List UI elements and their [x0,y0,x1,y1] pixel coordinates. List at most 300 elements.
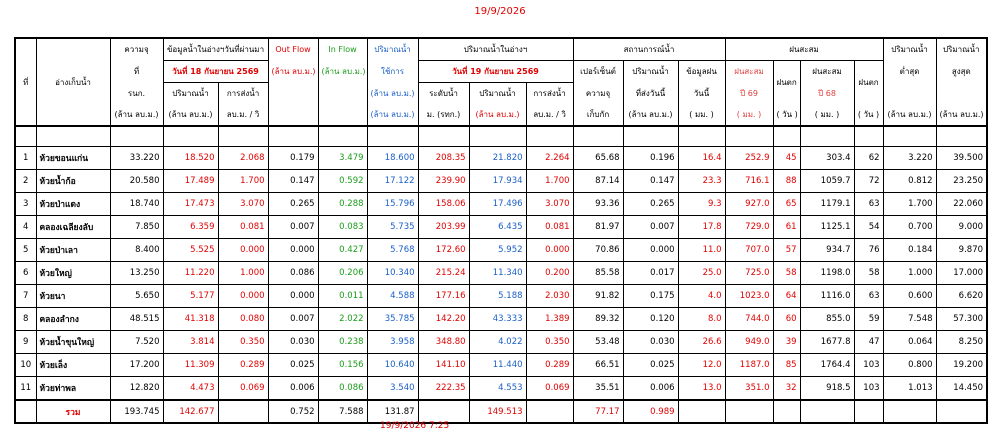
header-rain-today-unit: ( มม. ) [678,104,725,126]
prev-volume-cell: 4.473 [163,377,218,401]
water-level-cell: 177.16 [418,285,469,308]
row-number-cell: 5 [15,239,36,262]
header-outflow: Out Flow [268,38,318,61]
current-release-cell: 0.000 [526,239,573,262]
capacity-cell: 20.580 [110,170,163,193]
header-max-1: ปริมาณน้ำ [936,38,987,61]
prev-volume-cell: 5.525 [163,239,218,262]
water-level-cell: 158.06 [418,193,469,216]
header-usable-1: ปริมาณน้ำ [367,38,418,61]
usable-cell: 10.640 [367,354,418,377]
capacity-cell: 17.200 [110,354,163,377]
header-days68: ฝนตก [854,61,883,105]
rain-69-cell: 351.0 [725,377,773,401]
header-rain-today-1: ข้อมูลฝน [678,61,725,83]
inflow-cell: 0.427 [318,239,367,262]
header-max-unit: (ล้าน ลบ.ม.) [936,104,987,126]
usable-cell: 10.340 [367,262,418,285]
released-today-cell: 0.025 [623,354,678,377]
table-row [15,170,987,193]
rain-today-cell: 4.0 [678,285,725,308]
header-cur-release-unit: ลบ.ม. / วิ [526,104,573,126]
capacity-cell: 7.520 [110,331,163,354]
spacer-row [15,126,987,147]
header-prev-date: วันที่ 18 กันยายน 2569 [163,61,268,83]
rain-today-cell: 8.0 [678,308,725,331]
water-level-cell: 142.20 [418,308,469,331]
water-level-cell: 215.24 [418,262,469,285]
reservoir-name-cell: คลองลำกง [36,308,110,331]
header-outflow-unit: (ล้าน ลบ.ม.) [268,61,318,83]
min-volume-cell: 0.064 [883,331,936,354]
header-rain68-unit: ( มม. ) [800,104,854,126]
inflow-cell: 3.479 [318,147,367,170]
current-volume-cell: 5.188 [469,285,526,308]
row-number-cell: 3 [15,193,36,216]
percent-cell: 53.48 [573,331,623,354]
capacity-cell: 5.650 [110,285,163,308]
percent-cell: 70.86 [573,239,623,262]
header-current-group: ปริมาณน้ำในอ่างฯ [418,38,573,61]
usable-cell: 15.796 [367,193,418,216]
prev-volume-cell: 11.309 [163,354,218,377]
min-volume-cell: 7.548 [883,308,936,331]
header-capacity-unit: (ล้าน ลบ.ม.) [110,104,163,126]
total-released: 0.989 [623,400,678,423]
outflow-cell: 0.086 [268,262,318,285]
row-number-cell: 1 [15,147,36,170]
header-days69-unit: ( วัน ) [773,104,800,126]
percent-cell: 35.51 [573,377,623,401]
header-prev-group: ข้อมูลน้ำในอ่างฯวันที่ผ่านมา [163,38,268,61]
inflow-cell: 0.288 [318,193,367,216]
rain-days-68-cell: 103 [854,354,883,377]
rain-69-cell: 744.0 [725,308,773,331]
rain-68-cell: 855.0 [800,308,854,331]
header-prev-volume-unit: (ล้าน ลบ.ม.) [163,104,218,126]
rain-days-68-cell: 72 [854,170,883,193]
prev-volume-cell: 11.220 [163,262,218,285]
total-outflow: 0.752 [268,400,318,423]
prev-release-cell: 3.070 [218,193,268,216]
prev-volume-cell: 18.520 [163,147,218,170]
total-percent: 77.17 [573,400,623,423]
rain-69-cell: 252.9 [725,147,773,170]
header-min-1: ปริมาณน้ำ [883,38,936,61]
max-volume-cell: 23.250 [936,170,987,193]
header-rain68-1: ฝนสะสม [800,61,854,83]
current-volume-cell: 43.333 [469,308,526,331]
rain-68-cell: 1677.8 [800,331,854,354]
table-row [15,216,987,239]
header-current-date: วันที่ 19 กันยายน 2569 [418,61,573,83]
header-rain-group: ฝนสะสม [725,38,883,61]
rain-69-cell: 725.0 [725,262,773,285]
header-cur-release: การส่งน้ำ [526,83,573,105]
rain-today-cell: 26.6 [678,331,725,354]
released-today-cell: 0.147 [623,170,678,193]
max-volume-cell: 14.450 [936,377,987,401]
usable-cell: 5.768 [367,239,418,262]
header-percent-3: เก็บกัก [573,104,623,126]
current-release-cell: 0.069 [526,377,573,401]
rain-today-cell: 25.0 [678,262,725,285]
outflow-cell: 0.025 [268,354,318,377]
capacity-cell: 12.820 [110,377,163,401]
table-row [15,285,987,308]
outflow-cell: 0.179 [268,147,318,170]
footer-timestamp: 19/9/2026 7:25 [380,421,450,431]
rain-days-69-cell: 88 [773,170,800,193]
header-rain-today-2: วันนี้ [678,83,725,105]
current-volume-cell: 4.022 [469,331,526,354]
inflow-cell: 2.022 [318,308,367,331]
rain-days-68-cell: 62 [854,147,883,170]
rain-69-cell: 1187.0 [725,354,773,377]
max-volume-cell: 57.300 [936,308,987,331]
rain-69-cell: 1023.0 [725,285,773,308]
header-min-unit: (ล้าน ลบ.ม.) [883,104,936,126]
reservoir-name-cell: ห้วยนา [36,285,110,308]
total-prev-volume: 142.677 [163,400,218,423]
rain-days-69-cell: 57 [773,239,800,262]
table-row [15,377,987,401]
rain-days-68-cell: 76 [854,239,883,262]
header-prev-release: การส่งน้ำ [218,83,268,105]
reservoir-name-cell: ห้วยท่าพล [36,377,110,401]
reservoir-name-cell: ห้วยน้ำขุนใหญ่ [36,331,110,354]
min-volume-cell: 0.600 [883,285,936,308]
header-rain69-unit: ( มม. ) [725,104,773,126]
min-volume-cell: 3.220 [883,147,936,170]
outflow-cell: 0.265 [268,193,318,216]
prev-release-cell: 0.350 [218,331,268,354]
table-row [15,262,987,285]
reservoir-name-cell: คลองเฉลียงลับ [36,216,110,239]
prev-release-cell: 0.080 [218,308,268,331]
inflow-cell: 0.083 [318,216,367,239]
capacity-cell: 8.400 [110,239,163,262]
prev-volume-cell: 5.177 [163,285,218,308]
released-today-cell: 0.030 [623,331,678,354]
max-volume-cell: 19.200 [936,354,987,377]
outflow-cell: 0.000 [268,285,318,308]
header-inflow-unit: (ล้าน ลบ.ม.) [318,61,367,83]
header-level: ระดับน้ำ [418,83,469,105]
report-date: 19/9/2026 [474,6,526,17]
inflow-cell: 0.156 [318,354,367,377]
row-number-cell: 2 [15,170,36,193]
capacity-cell: 18.740 [110,193,163,216]
water-level-cell: 208.35 [418,147,469,170]
released-today-cell: 0.175 [623,285,678,308]
row-number-cell: 9 [15,331,36,354]
min-volume-cell: 0.184 [883,239,936,262]
total-label: รวม [36,400,110,423]
prev-volume-cell: 17.473 [163,193,218,216]
inflow-cell: 0.011 [318,285,367,308]
percent-cell: 85.58 [573,262,623,285]
prev-volume-cell: 41.318 [163,308,218,331]
current-volume-cell: 11.440 [469,354,526,377]
header-rain69-2: ปี 69 [725,83,773,105]
rain-days-69-cell: 45 [773,147,800,170]
rain-69-cell: 949.0 [725,331,773,354]
header-usable-3: (ล้าน ลบ.ม.) [367,83,418,105]
released-today-cell: 0.017 [623,262,678,285]
header-released-1: ปริมาณน้ำ [623,61,678,83]
total-capacity: 193.745 [110,400,163,423]
max-volume-cell: 9.000 [936,216,987,239]
row-number-cell: 10 [15,354,36,377]
rain-68-cell: 1059.7 [800,170,854,193]
rain-days-69-cell: 39 [773,331,800,354]
water-level-cell: 141.10 [418,354,469,377]
prev-release-cell: 0.000 [218,239,268,262]
header-capacity-1: ความจุ [110,38,163,61]
header-cur-volume: ปริมาณน้ำ [469,83,526,105]
rain-68-cell: 1764.4 [800,354,854,377]
total-row [15,400,987,423]
reservoir-name-cell: ห้วยใหญ่ [36,262,110,285]
current-volume-cell: 4.553 [469,377,526,401]
max-volume-cell: 39.500 [936,147,987,170]
header-level-unit: ม. (รทก.) [418,104,469,126]
usable-cell: 5.735 [367,216,418,239]
rain-69-cell: 716.1 [725,170,773,193]
usable-cell: 3.540 [367,377,418,401]
rain-days-68-cell: 63 [854,285,883,308]
water-level-cell: 222.35 [418,377,469,401]
water-level-cell: 172.60 [418,239,469,262]
max-volume-cell: 22.060 [936,193,987,216]
capacity-cell: 7.850 [110,216,163,239]
header-no: ที่ [15,38,36,126]
percent-cell: 66.51 [573,354,623,377]
usable-cell: 17.122 [367,170,418,193]
prev-release-cell: 0.000 [218,285,268,308]
min-volume-cell: 1.000 [883,262,936,285]
total-usable: 131.87 [367,400,418,423]
header-cur-volume-unit: (ล้าน ลบ.ม.) [469,104,526,126]
current-volume-cell: 11.340 [469,262,526,285]
row-number-cell: 4 [15,216,36,239]
released-today-cell: 0.120 [623,308,678,331]
outflow-cell: 0.007 [268,308,318,331]
released-today-cell: 0.000 [623,239,678,262]
header-reservoir: อ่างเก็บน้ำ [36,38,110,126]
released-today-cell: 0.006 [623,377,678,401]
percent-cell: 65.68 [573,147,623,170]
current-volume-cell: 21.820 [469,147,526,170]
rain-days-69-cell: 64 [773,285,800,308]
current-release-cell: 2.264 [526,147,573,170]
reservoir-name-cell: ห้วยเล็ง [36,354,110,377]
reservoir-name-cell: ห้วยป่าเลา [36,239,110,262]
current-volume-cell: 17.496 [469,193,526,216]
rain-68-cell: 1116.0 [800,285,854,308]
rain-68-cell: 934.7 [800,239,854,262]
reservoir-name-cell: ห้วยน้ำก้อ [36,170,110,193]
usable-cell: 4.588 [367,285,418,308]
water-level-cell: 239.90 [418,170,469,193]
rain-days-68-cell: 63 [854,193,883,216]
header-prev-release-unit: ลบ.ม. / วิ [218,104,268,126]
prev-release-cell: 0.081 [218,216,268,239]
header-min-2: ต่ำสุด [883,61,936,83]
header-capacity-3: รนก. [110,83,163,105]
prev-release-cell: 2.068 [218,147,268,170]
max-volume-cell: 8.250 [936,331,987,354]
header-rain69-1: ฝนสะสม [725,61,773,83]
usable-cell: 18.600 [367,147,418,170]
min-volume-cell: 1.013 [883,377,936,401]
reservoir-name-cell: ห้วยป่าแดง [36,193,110,216]
table-row [15,239,987,262]
table-row [15,193,987,216]
header-max-2: สูงสุด [936,61,987,83]
row-number-cell: 11 [15,377,36,401]
prev-volume-cell: 17.489 [163,170,218,193]
inflow-cell: 0.206 [318,262,367,285]
water-level-cell: 203.99 [418,216,469,239]
released-today-cell: 0.196 [623,147,678,170]
capacity-cell: 13.250 [110,262,163,285]
rain-today-cell: 11.0 [678,239,725,262]
current-release-cell: 2.030 [526,285,573,308]
rain-68-cell: 1179.1 [800,193,854,216]
outflow-cell: 0.030 [268,331,318,354]
header-prev-volume: ปริมาณน้ำ [163,83,218,105]
rain-68-cell: 918.5 [800,377,854,401]
prev-release-cell: 0.289 [218,354,268,377]
min-volume-cell: 0.800 [883,354,936,377]
rain-68-cell: 303.4 [800,147,854,170]
header-inflow: In Flow [318,38,367,61]
header-rain68-2: ปี 68 [800,83,854,105]
reservoir-name-cell: ห้วยขอนแก่น [36,147,110,170]
row-number-cell: 8 [15,308,36,331]
current-volume-cell: 6.435 [469,216,526,239]
current-release-cell: 0.200 [526,262,573,285]
rain-days-69-cell: 61 [773,216,800,239]
rain-days-68-cell: 47 [854,331,883,354]
table-row [15,147,987,170]
reservoir-table [14,37,988,424]
outflow-cell: 0.000 [268,239,318,262]
header-percent-1: เปอร์เซ็นต์ [573,61,623,83]
outflow-cell: 0.007 [268,216,318,239]
usable-cell: 3.958 [367,331,418,354]
table-row [15,308,987,331]
total-cur-volume: 149.513 [469,400,526,423]
rain-days-69-cell: 85 [773,354,800,377]
capacity-cell: 33.220 [110,147,163,170]
header-days68-unit: ( วัน ) [854,104,883,126]
water-level-cell: 348.80 [418,331,469,354]
header-capacity-2: ที่ [110,61,163,83]
total-inflow: 7.588 [318,400,367,423]
inflow-cell: 0.238 [318,331,367,354]
rain-68-cell: 1198.0 [800,262,854,285]
min-volume-cell: 0.700 [883,216,936,239]
inflow-cell: 0.592 [318,170,367,193]
percent-cell: 89.32 [573,308,623,331]
rain-69-cell: 927.0 [725,193,773,216]
released-today-cell: 0.265 [623,193,678,216]
table-row [15,331,987,354]
current-release-cell: 1.389 [526,308,573,331]
header-status-group: สถานการณ์น้ำ [573,38,725,61]
capacity-cell: 48.515 [110,308,163,331]
prev-release-cell: 1.000 [218,262,268,285]
rain-days-68-cell: 59 [854,308,883,331]
rain-today-cell: 23.3 [678,170,725,193]
prev-volume-cell: 3.814 [163,331,218,354]
header-released-unit: (ล้าน ลบ.ม.) [623,104,678,126]
rain-days-69-cell: 32 [773,377,800,401]
rain-today-cell: 12.0 [678,354,725,377]
rain-today-cell: 13.0 [678,377,725,401]
current-volume-cell: 5.952 [469,239,526,262]
rain-68-cell: 1125.1 [800,216,854,239]
max-volume-cell: 6.620 [936,285,987,308]
rain-days-68-cell: 54 [854,216,883,239]
max-volume-cell: 17.000 [936,262,987,285]
header-days69: ฝนตก [773,61,800,105]
rain-days-68-cell: 58 [854,262,883,285]
usable-cell: 35.785 [367,308,418,331]
current-release-cell: 0.350 [526,331,573,354]
row-number-cell: 7 [15,285,36,308]
current-volume-cell: 17.934 [469,170,526,193]
rain-days-69-cell: 58 [773,262,800,285]
prev-volume-cell: 6.359 [163,216,218,239]
table-row [15,354,987,377]
prev-release-cell: 0.069 [218,377,268,401]
rain-today-cell: 17.8 [678,216,725,239]
header-released-2: ที่ส่งวันนี้ [623,83,678,105]
header-percent-2: ความจุ [573,83,623,105]
current-release-cell: 1.700 [526,170,573,193]
inflow-cell: 0.086 [318,377,367,401]
min-volume-cell: 1.700 [883,193,936,216]
percent-cell: 91.82 [573,285,623,308]
rain-days-69-cell: 65 [773,193,800,216]
released-today-cell: 0.007 [623,216,678,239]
rain-69-cell: 707.0 [725,239,773,262]
rain-days-69-cell: 60 [773,308,800,331]
rain-days-68-cell: 103 [854,377,883,401]
max-volume-cell: 9.870 [936,239,987,262]
current-release-cell: 0.289 [526,354,573,377]
header-usable-unit: (ล้าน ลบ.ม.) [367,104,418,126]
rain-today-cell: 9.3 [678,193,725,216]
current-release-cell: 3.070 [526,193,573,216]
percent-cell: 87.14 [573,170,623,193]
rain-69-cell: 729.0 [725,216,773,239]
outflow-cell: 0.147 [268,170,318,193]
header-usable-2: ใช้การ [367,61,418,83]
row-number-cell: 6 [15,262,36,285]
rain-today-cell: 16.4 [678,147,725,170]
prev-release-cell: 1.700 [218,170,268,193]
current-release-cell: 0.081 [526,216,573,239]
outflow-cell: 0.006 [268,377,318,401]
percent-cell: 81.97 [573,216,623,239]
percent-cell: 93.36 [573,193,623,216]
min-volume-cell: 0.812 [883,170,936,193]
